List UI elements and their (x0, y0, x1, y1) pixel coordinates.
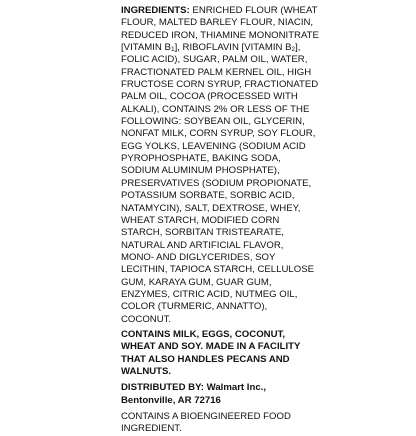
bioengineered-notice: CONTAINS A BIOENGINEERED FOOD INGREDIENT. (121, 411, 291, 435)
ingredients-text-part-3: ], FOLIC ACID), SUGAR, PALM OIL, WATER, FRACTIONATED PALM KERNEL OIL, HIGH FRUCTOSE CORN SYRUP, FRACTIONATED PALM OIL, COCOA (PROCESSED WITH ALKALI), CONTAINS 2% OR LESS OF THE FOLLOWING: SOYBEAN OIL, GLYCERIN, NONFAT MILK, CORN SYRUP, SOY FLOUR, EGG YOLKS, LEAVENING (SODIUM ACID PYROPHOSPHATE, BAKING SODA, SODIUM ALUMINUM PHOSPHATE), PRESERVATIVES (SODIUM PROPIONATE, POTASSIUM SORBATE, SORBIC ACID, NATAMYCIN), SALT, DEXTROSE, WHEY, WHEAT STARCH, MODIFIED CORN STARCH, SORBITAN TRISTEARATE, NATURAL AND ARTIFICIAL FLAVOR, MONO- AND DIGLYCERIDES, SOY LECITHIN, TAPIOCA STARCH, CELLULOSE GUM, KARAYA GUM, GUAR GUM, ENZYMES, CITRIC ACID, NUTMEG OIL, COLOR (TURMERIC, ANNATTO), COCONUT. (121, 42, 319, 325)
distributor-block (121, 382, 319, 407)
ingredients-heading: INGREDIENTS: (121, 5, 190, 16)
ingredients-text-part-2: ], RIBOFLAVIN [VITAMIN B (174, 42, 292, 54)
vitamin-b1-subscript: 1 (170, 46, 175, 54)
distributor-address: Bentonville, AR 72716 (121, 394, 221, 406)
allergen-statement: CONTAINS MILK, EGGS, COCONUT, WHEAT AND SOY. MADE IN A FACILITY THAT ALSO HANDLES PECANS AND WALNUTS. (121, 328, 301, 377)
ingredients-paragraph (121, 5, 319, 326)
distributor-name: DISTRIBUTED BY: Walmart Inc., (121, 382, 266, 394)
ingredients-text-part-1: ENRICHED FLOUR (WHEAT FLOUR, MALTED BARLEY FLOUR, NIACIN, REDUCED IRON, THIAMINE MONONITRATE [VITAMIN B (121, 5, 319, 54)
ingredient-label (121, 5, 319, 436)
vitamin-b2-subscript: 2 (291, 46, 296, 54)
